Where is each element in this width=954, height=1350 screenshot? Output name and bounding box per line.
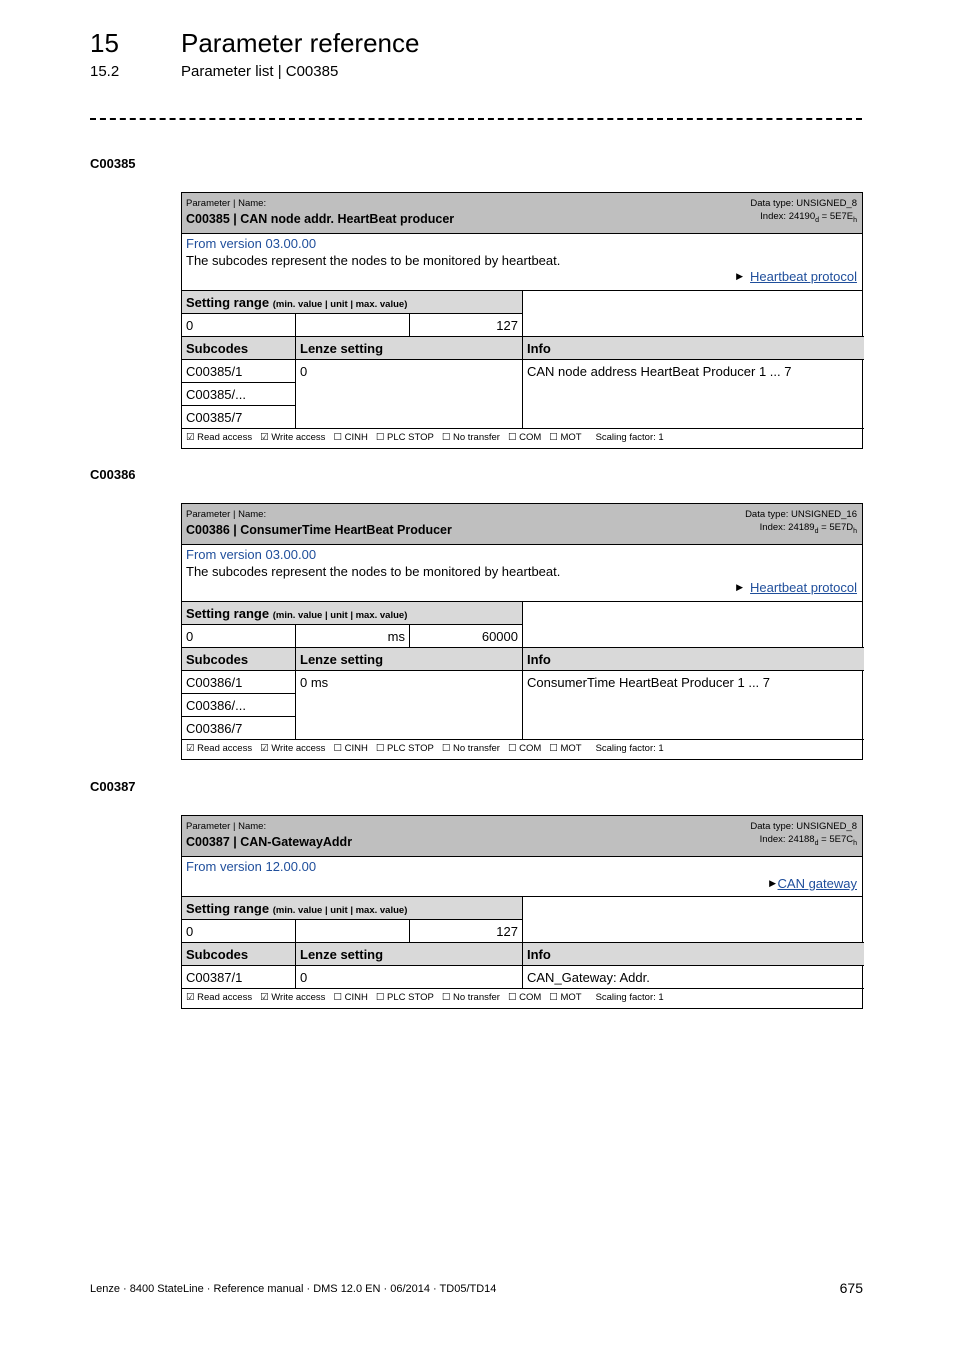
setting-range-header: Setting range (min. value | unit | max. value)	[182, 602, 523, 625]
max-value: 127	[410, 314, 523, 337]
version-text: From version 12.00.00	[186, 859, 317, 874]
triangle-right-icon: ▶	[769, 878, 776, 888]
triangle-right-icon: ▶	[736, 582, 743, 592]
data-type: Data type: UNSIGNED_8	[750, 198, 857, 209]
section-number: 15.2	[90, 63, 120, 80]
unit-value: ms	[296, 625, 410, 648]
chapter-title: Parameter reference	[181, 28, 420, 58]
parameter-name-label: Parameter | Name:	[186, 821, 267, 832]
col-subcodes: Subcodes	[182, 337, 296, 360]
subcode-row: C00386/1	[182, 671, 296, 694]
access-footer: ☑ Read access ☑ Write access ☐ CINH ☐ PLC STOP ☐ No transfer ☐ COM ☐ MOT Scaling factor: 1	[186, 743, 664, 754]
max-value: 127	[410, 920, 523, 943]
version-text: From version 03.00.00	[186, 547, 317, 562]
unit-value	[296, 920, 410, 943]
data-type: Data type: UNSIGNED_8	[750, 821, 857, 832]
can-gateway-link[interactable]: CAN gateway	[777, 876, 857, 891]
setting-grid	[182, 602, 862, 740]
parameter-table-c00386	[181, 503, 863, 760]
parameter-name: C00385 | CAN node addr. HeartBeat producer	[186, 212, 455, 226]
parameter-index: Index: $24188_d = 5E7C_h$	[759, 834, 857, 847]
col-subcodes: Subcodes	[182, 943, 296, 966]
parameter-index: Index: $24190_d = 5E7E_h$	[760, 211, 857, 224]
col-info: Info	[523, 648, 864, 671]
section-heading-c00386: C00386	[90, 467, 136, 482]
page-footer-text: Lenze · 8400 StateLine · Reference manual · DMS 12.0 EN · 06/2014 · TD05/TD14	[90, 1283, 497, 1295]
setting-grid	[182, 897, 862, 989]
subcode-row: C00386/...	[182, 694, 296, 717]
lenze-setting-value: 0	[296, 360, 523, 429]
parameter-name: C00386 | ConsumerTime HeartBeat Producer	[186, 523, 452, 537]
section-title: Parameter list | C00385	[181, 63, 339, 80]
version-text: From version 03.00.00	[186, 236, 317, 251]
parameter-description	[182, 234, 862, 291]
min-value: 0	[182, 920, 296, 943]
setting-range-empty	[523, 291, 864, 337]
info-value: CAN node address HeartBeat Producer 1 ... 7	[523, 360, 864, 429]
parameter-table-c00387	[181, 815, 863, 1009]
setting-range-empty	[523, 602, 864, 648]
triangle-right-icon: ▶	[736, 271, 743, 281]
col-lenze-setting: Lenze setting	[296, 943, 523, 966]
col-info: Info	[523, 337, 864, 360]
chapter-number: 15	[90, 28, 119, 58]
dashed-divider	[90, 118, 862, 120]
access-footer: ☑ Read access ☑ Write access ☐ CINH ☐ PLC STOP ☐ No transfer ☐ COM ☐ MOT Scaling factor: 1	[186, 432, 664, 443]
min-value: 0	[182, 625, 296, 648]
subcode-row: C00386/7	[182, 717, 296, 740]
col-subcodes: Subcodes	[182, 648, 296, 671]
parameter-name-label: Parameter | Name:	[186, 509, 267, 520]
parameter-name: C00387 | CAN-GatewayAddr	[186, 835, 353, 849]
setting-range-header: Setting range (min. value | unit | max. value)	[182, 897, 523, 920]
col-lenze-setting: Lenze setting	[296, 337, 523, 360]
max-value: 60000	[410, 625, 523, 648]
subcode-row: C00385/7	[182, 406, 296, 429]
parameter-header	[182, 193, 862, 234]
info-value: CAN_Gateway: Addr.	[523, 966, 864, 989]
heartbeat-protocol-link[interactable]: Heartbeat protocol	[750, 269, 857, 284]
parameter-description	[182, 545, 862, 602]
section-heading-c00387: C00387	[90, 779, 136, 794]
description-text: The subcodes represent the nodes to be monitored by heartbeat.	[186, 253, 561, 268]
heartbeat-protocol-link[interactable]: Heartbeat protocol	[750, 580, 857, 595]
parameter-header	[182, 816, 862, 857]
page-number: 675	[839, 1280, 863, 1296]
setting-grid	[182, 291, 862, 429]
access-footer: ☑ Read access ☑ Write access ☐ CINH ☐ PLC STOP ☐ No transfer ☐ COM ☐ MOT Scaling factor: 1	[186, 992, 664, 1003]
parameter-index: Index: $24189_d = 5E7D_h$	[759, 522, 857, 535]
lenze-setting-value: 0 ms	[296, 671, 523, 740]
subcode-row: C00385/1	[182, 360, 296, 383]
min-value: 0	[182, 314, 296, 337]
lenze-setting-value: 0	[296, 966, 523, 989]
setting-range-header: Setting range (min. value | unit | max. value)	[182, 291, 523, 314]
parameter-description	[182, 857, 862, 897]
subcode-row: C00387/1	[182, 966, 296, 989]
parameter-name-label: Parameter | Name:	[186, 198, 267, 209]
col-info: Info	[523, 943, 864, 966]
parameter-table-c00385	[181, 192, 863, 449]
info-value: ConsumerTime HeartBeat Producer 1 ... 7	[523, 671, 864, 740]
section-heading-c00385: C00385	[90, 156, 136, 171]
description-text: The subcodes represent the nodes to be monitored by heartbeat.	[186, 564, 561, 579]
col-lenze-setting: Lenze setting	[296, 648, 523, 671]
subcode-row: C00385/...	[182, 383, 296, 406]
setting-range-empty	[523, 897, 864, 943]
parameter-header	[182, 504, 862, 545]
unit-value	[296, 314, 410, 337]
data-type: Data type: UNSIGNED_16	[745, 509, 857, 520]
